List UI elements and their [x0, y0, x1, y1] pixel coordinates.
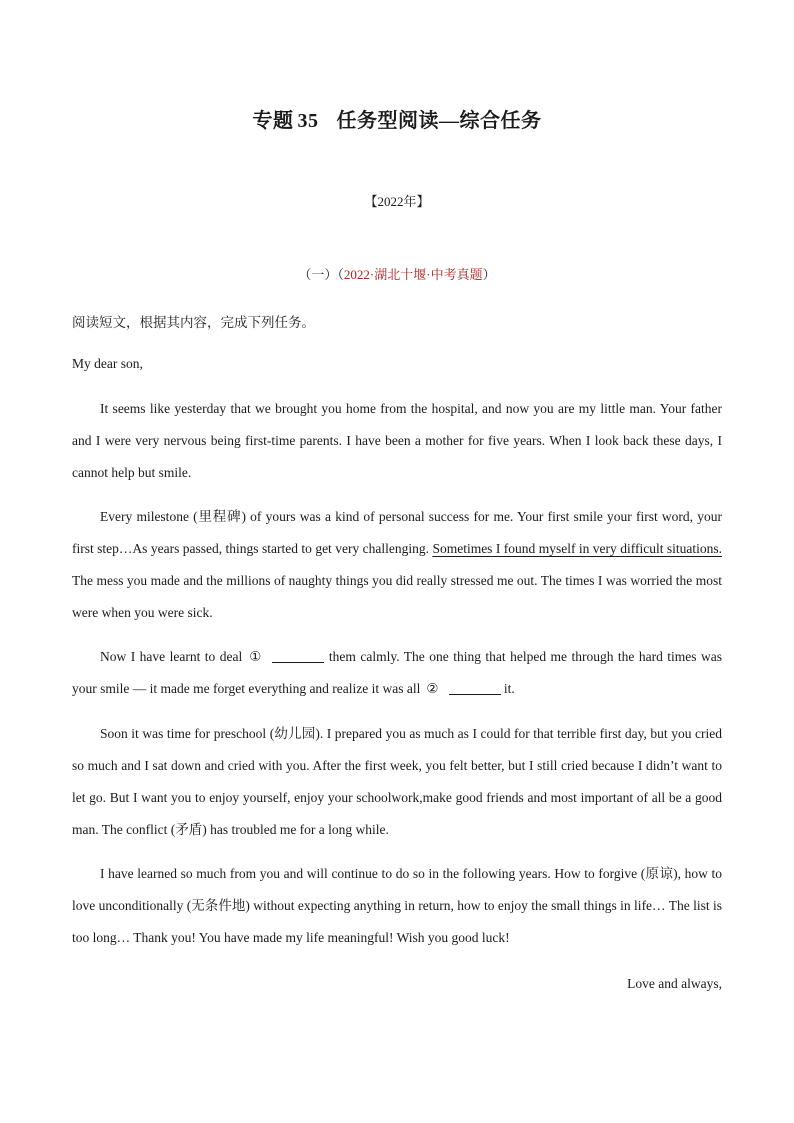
underlined-sentence: Sometimes I found myself in very difficult situations.: [432, 541, 723, 556]
blank-2: [449, 680, 501, 695]
paragraph-3-text-b: them calmly. The one thing that helped me through the hard times was your smile — it made me forget everything and realize it was all: [72, 649, 722, 696]
paragraph-4: Soon it was time for preschool (幼儿园). I prepared you as much as I could for that terrible first day, but you cried so much and I sat down and cried with you. After the first week, you felt better, but I still cried because I didn’t want to let go. But I want you to enjoy yourself, enjoy your schoolwork,make good friends and most important of all be a good man. The conflict (矛盾) has troubled me for a long while.: [72, 726, 722, 837]
blank-2-marker: ②: [426, 681, 439, 696]
paragraph-1: It seems like yesterday that we brought you home from the hospital, and now you are my little man. Your father and I were very nervous being first-time parents. I have been a mother for five years. When I look back these days, I cannot help but smile.: [72, 401, 722, 480]
paragraph-2: [72, 501, 722, 629]
paragraph-3-text-c: it.: [500, 681, 515, 696]
page-title: [0, 104, 794, 133]
letter-greeting: My dear son,: [72, 356, 143, 371]
paragraph-3-text-a: Now I have learnt to deal: [100, 649, 243, 664]
year-label: 【2022年】: [364, 194, 430, 209]
letter-sign-off: Love and always,: [627, 976, 722, 991]
question-source: [0, 264, 794, 283]
paragraph-5: I have learned so much from you and will continue to do so in the following years. How to forgive (原谅), how to love unconditionally (无条件地) without expecting anything in return, how to enjoy the small things in life… The list is too long… Thank you! You have made my life meaningful! Wish you good luck!: [72, 866, 722, 945]
paragraph-2-text-a: Every milestone (里程碑) of yours was a kind of personal success for me. Your first smile your first word, your first step…As years passed, things started to get very challenging.: [72, 509, 722, 556]
source-close: ）: [482, 267, 496, 282]
title-prefix: 专题: [252, 110, 294, 132]
instruction: 阅读短文，根据其内容，完成下列任务。: [72, 315, 315, 330]
paragraph-2-text-b: The mess you made and the millions of naughty things you did really stressed me out. The times I was worried the most were when you were sick.: [72, 573, 722, 620]
paragraph-3: [72, 641, 722, 705]
blank-1: [272, 648, 324, 663]
title-name: 任务型阅读—综合任务: [336, 110, 542, 132]
blank-1-marker: ①: [248, 649, 263, 664]
source-open: （一）（: [298, 267, 344, 282]
title-number: 35: [297, 110, 319, 132]
source-detail: 2022·湖北十堰·中考真题: [343, 267, 483, 282]
